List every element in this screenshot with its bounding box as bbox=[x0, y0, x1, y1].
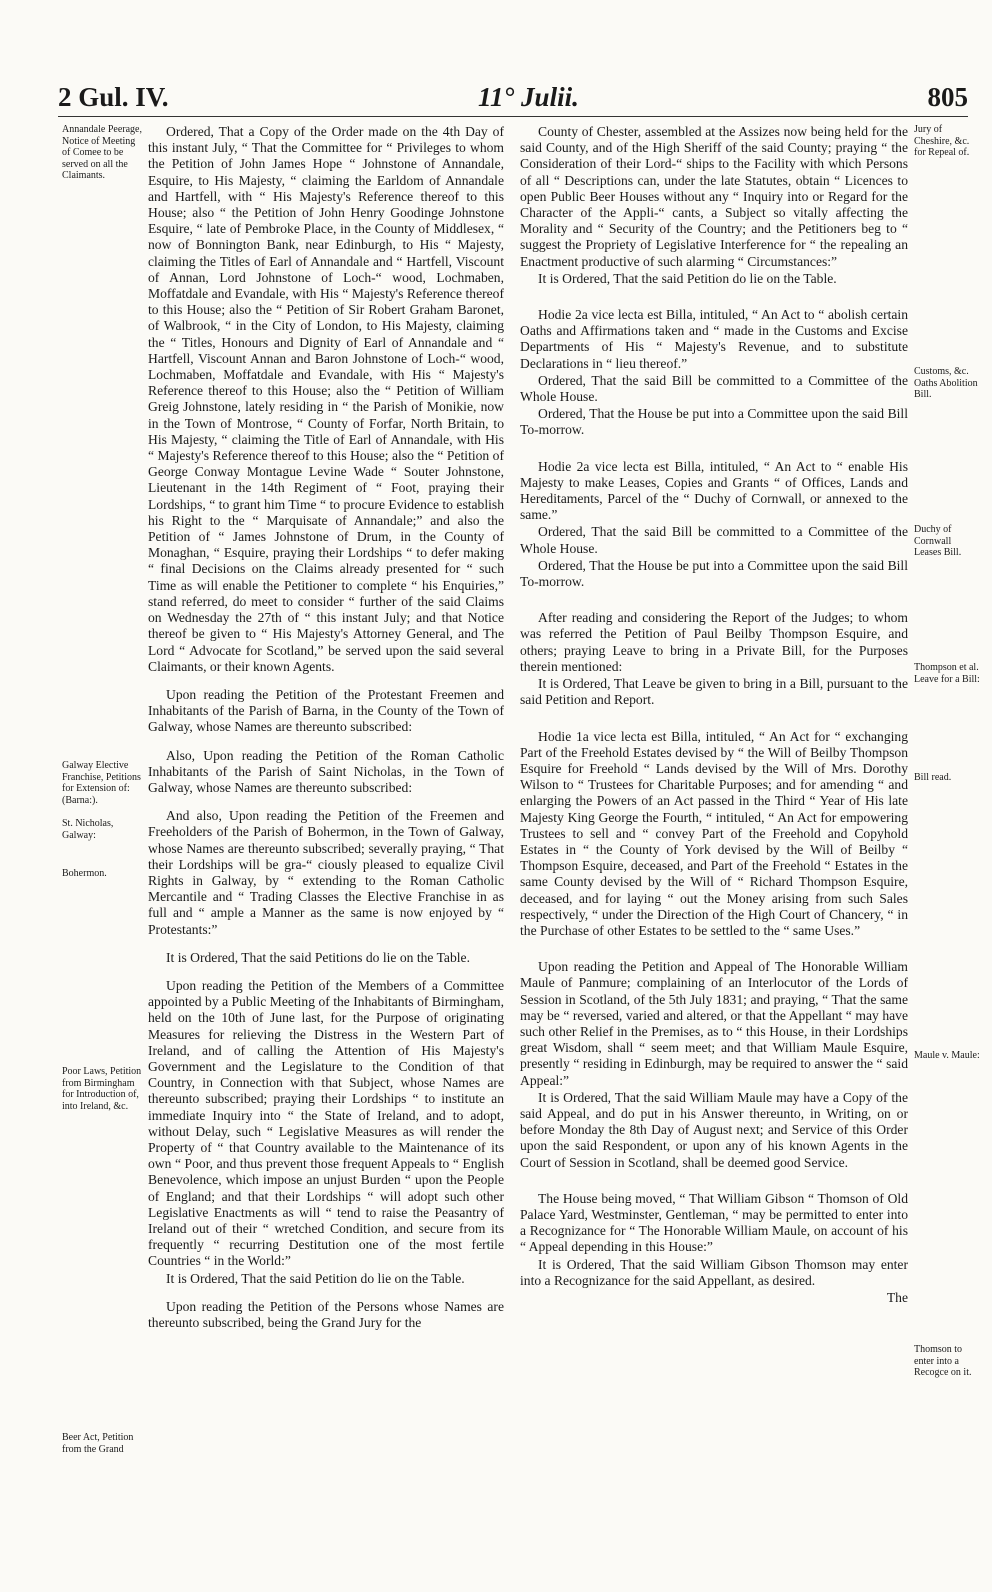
margin-note: Poor Laws, Petition from Birmingham for Introduction of, into Ireland, &c. bbox=[62, 1066, 142, 1112]
paragraph: County of Chester, assembled at the Assizes now being held for the said County, and of the High Sheriff of the said County; praying “ the Consideration of their Lord-“ ships to the Facility with which Persons of all “ Descriptions can, under the late Statutes, obtain “ Licences to open Public Beer Houses without any “ Inquiry into or Regard for the Character of the Appli-“ cants, a Subject so vitally affecting the Morality and “ Security of the Country; and the Petitioners beg to “ suggest the Propriety of Legislative Interference for “ the repealing an Enactment productive of such alarming “ Circumstances:” bbox=[520, 124, 908, 269]
paragraph: Upon reading the Petition of the Persons whose Names are thereunto subscribed, being the Grand Jury for the bbox=[148, 1298, 504, 1331]
paragraph: Ordered, That a Copy of the Order made on the 4th Day of this instant July, “ That the Committee for “ Privileges to whom the Petition of John James Hope “ Johnstone of Annandale, Esquire, to His Majesty, “ claiming the Earldom of Annandale and Hartfell, with “ His Majesty's Reference thereof to this House; also “ the Petition of John Henry Goodinge Johnstone Esquire, “ late of Pembroke Place, in the County of Middlesex, “ now of Bonnington Bank, near Edinburgh, to His “ Majesty, claiming the Titles of Earl of Annandale and “ Hartfell, Viscount of Annan, Lord Johnstone of Loch-“ wood, Lochmaben, Moffatdale and Evandale, with His “ Majesty's Reference thereof to this House; also the “ Petition of Sir Robert Graham Baronet, of Walbrook, “ in the City of London, to His Majesty, claiming the “ Titles, Honours and Dignity of Earl of Annandale and “ Hartfell, Viscount Annan and Baron Johnstone of Loch-“ wood, Lochmaben, Moffatdale and Evandale, with His “ Majesty's Reference thereof to this House; also the “ Petition of William Greig Johnstone, lately residing in “ the Parish of Monikie, now in the Town of Montrose, “ County of Forfar, North Britain, to His Majesty, “ claiming the Title of Earl of Annandale, with His “ Majesty's Reference thereof to this House; also the “ Petition of George Conway Montague Levine Wade “ Souter Johnstone, Lieutenant in the 14th Regiment of “ Foot, praying their Lordships, “ to grant him Time “ to procure Evidence to establish his Right to the “ Marquisate of Annandale;” and also the Petition of “ James Johnstone of Drum, in the County of Monaghan, “ Esquire, praying their Lordships “ to defer making “ final Decisions on the Claims already presented for “ such Time as will enable the Petitioner to complete “ his Enquiries,” stand referred, do meet to consider “ further of the said Claims on Wednesday the 27th of “ this instant July; and that Notice thereof be given to “ His Majesty's Attorney General, and The Lord “ Advocate for Scotland,” be served upon the said several Claimants, or their known Agents. bbox=[148, 124, 504, 674]
paragraph: Ordered, That the House be put into a Committee upon the said Bill To-morrow. bbox=[520, 557, 908, 590]
margin-note: Bill read. bbox=[914, 772, 952, 783]
paragraph: Hodie 1a vice lecta est Billa, intituled, “ An Act for “ exchanging Part of the Freehold Estates devised by “ the Will of Beilby Thompson Esquire for Freehold “ Lands devised by the Will of Mrs. Dorothy Wilson to “ Trustees for Charitable Purposes; and for amending “ and enlarging the Powers of an Act passed in the Third “ Year of His late Majesty King George the Fourth, “ intituled, “ An Act for empowering Trustees to sell and “ convey Part of the Freehold and Copyhold Estates in “ the County of York devised by the Will of Beilby “ Thompson Esquire, deceased, and Part of the Freehold “ Estates in the same County devised by the Will of “ Richard Thompson Esquire, deceased, and for laying “ out the Money arising from such Sales respectively, “ under the Direction of the High Court of Chancery, “ in the Purchase of other Estates to be settled to the “ same Uses.” bbox=[520, 728, 908, 938]
paragraph: It is Ordered, That the said William Maule may have a Copy of the said Appeal, and do put in his Answer thereunto, in Writing, on or before Monday the 8th Day of August next; and Service of this Order upon the said Respondent, or upon any of his known Agents in the Court of Session in Scotland, shall be deemed good Service. bbox=[520, 1089, 908, 1170]
paragraph: It is Ordered, That the said William Gibson Thomson may enter into a Recognizance for the said Appellant, as desired. bbox=[520, 1256, 908, 1288]
paragraph: It is Ordered, That the said Petition do lie on the Table. bbox=[538, 270, 837, 286]
paragraph: It is Ordered, That the said Petitions do lie on the Table. bbox=[166, 949, 470, 965]
regnal-year: 2 Gul. IV. bbox=[58, 82, 169, 112]
paragraph: The House being moved, “ That William Gibson “ Thomson of Old Palace Yard, Westminster, Gentleman, “ may be permitted to enter into a Recognizance for “ The Honorable William Maule, on account of his “ Appeal depending in this House:” bbox=[520, 1190, 908, 1255]
margin-note: St. Nicholas, Galway: bbox=[62, 818, 114, 841]
paragraph: Ordered, That the House be put into a Committee upon the said Bill To-morrow. bbox=[520, 406, 908, 438]
session-date: 11° Julii. bbox=[478, 82, 579, 112]
margin-note: Jury of Cheshire, &c. for Repeal of. bbox=[914, 124, 970, 158]
paragraph: Upon reading the Petition and Appeal of The Honorable William Maule of Panmure; complaining of an Interlocutor of the Lords of Session in Scotland, of the 5th July 1831; and praying, “ That the same may be “ reversed, varied and altered, or that the Appellant “ may have such other Relief in the Premises, as to “ this House, in their Lordships great Wisdom, shall “ seem meet; and that William Maule Esquire, presently “ residing in Edinburgh, may be required to answer the “ said Appeal:” bbox=[520, 959, 908, 1088]
margin-note: Bohermon. bbox=[62, 868, 107, 879]
paragraph: Also, Upon reading the Petition of the Roman Catholic Inhabitants of the Parish of Saint Nicholas, in the Town of Galway, whose Names are thereunto subscribed: bbox=[148, 747, 504, 795]
margin-note: Customs, &c. Oaths Abolition Bill. bbox=[914, 366, 978, 400]
margin-note: Maule v. Maule: bbox=[914, 1050, 980, 1061]
margin-note: Beer Act, Petition from the Grand bbox=[62, 1432, 134, 1455]
paragraph: Hodie 2a vice lecta est Billa, intituled, “ An Act to “ abolish certain Oaths and Affirmations taken and “ made in the Customs and Excise Departments of His “ Majesty's Revenue, and to substitute Declarations in “ lieu thereof.” bbox=[520, 307, 908, 371]
paragraph: Upon reading the Petition of the Members of a Committee appointed by a Public Meeting of the Inhabitants of Birmingham, held on the 10th of June last, for the Purpose of originating Measures for relieving the Distress in the Western Part of Ireland, and of calling the Attention of His Majesty's Government and the Legislature to the Condition of that Country, in Connection with that Subject, whose Names are thereunto subscribed; praying their Lordships “ to institute an immediate Inquiry into “ the State of Ireland, and to adopt, without Delay, such “ Legislative Measures as will render the Property of “ that Country available to the Maintenance of its own “ Poor, and thus prevent those frequent Appeals to “ English Benevolence, which impose an unjust Burden “ upon the People of England; and that their Lordships “ will adopt such other Legislative Enactments as will “ tend to raise the Peasantry of Ireland out of their “ wretched Condition, and secure from its frequently “ recurring Destitution one of the most fertile Countries “ in the World:” bbox=[148, 977, 504, 1269]
page-header bbox=[58, 82, 968, 116]
paragraph: Hodie 2a vice lecta est Billa, intituled, “ An Act to “ enable His Majesty to make Leases, Copies and Grants “ of Offices, Lands and Hereditaments, Parcel of the “ Duchy of Cornwall, or annexed to the same.” bbox=[520, 458, 908, 523]
header-rule bbox=[58, 116, 968, 117]
catchword: The bbox=[886, 1290, 908, 1305]
paragraph: Ordered, That the said Bill be committed to a Committee of the Whole House. bbox=[520, 524, 908, 556]
paragraph: After reading and considering the Report of the Judges; to whom was referred the Petition of Paul Beilby Thompson Esquire, and others; praying Leave to bring in a Private Bill, for the Purposes therein mentioned: bbox=[520, 610, 908, 674]
margin-note: Annandale Peerage, Notice of Meeting of Comee to be served on all the Claimants. bbox=[62, 124, 142, 181]
paragraph: It is Ordered, That the said Petition do lie on the Table. bbox=[166, 1270, 465, 1286]
paragraph: And also, Upon reading the Petition of the Freemen and Freeholders of the Parish of Bohermon, in the Town of Galway, whose Names are thereunto subscribed; severally praying, “ That their Lordships will be gra-“ ciously pleased to equalize Civil Rights in Galway, by “ extending to the Roman Catholic Mercantile and “ Trading Classes the Elective Franchise in as full and “ ample a Manner as the same is now enjoyed by “ Protestants:” bbox=[148, 808, 504, 937]
paragraph: Ordered, That the said Bill be committed to a Committee of the Whole House. bbox=[520, 372, 908, 405]
margin-note: Thompson et al. Leave for a Bill: bbox=[914, 662, 980, 685]
paragraph: It is Ordered, That Leave be given to bring in a Bill, pursuant to the said Petition and Report. bbox=[520, 676, 908, 708]
page-number: 805 bbox=[927, 82, 968, 112]
margin-note: Thomson to enter into a Recogce on it. bbox=[914, 1344, 972, 1378]
paragraph: Upon reading the Petition of the Protestant Freemen and Inhabitants of the Parish of Barna, in the County of the Town of Galway, whose Names are thereunto subscribed: bbox=[148, 686, 504, 735]
right-text-column bbox=[520, 124, 908, 1306]
left-text-column bbox=[148, 124, 504, 1331]
margin-note: Galway Elective Franchise, Petitions for Extension of: (Barna:). bbox=[62, 760, 141, 806]
margin-note: Duchy of Cornwall Leases Bill. bbox=[914, 524, 962, 558]
